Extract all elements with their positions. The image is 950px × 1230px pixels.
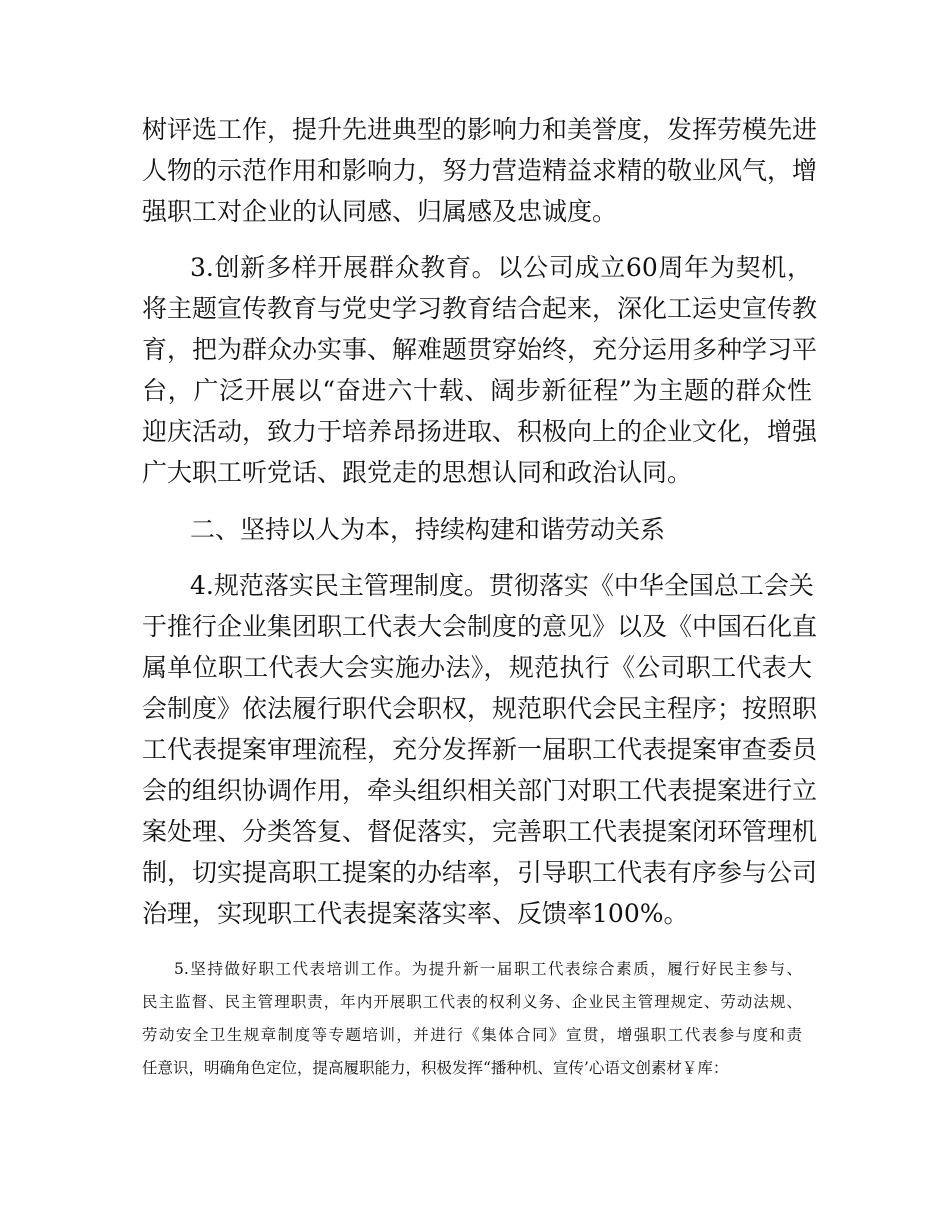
paragraph-2-line-4: 台，广泛开展以“奋进六十载、阔步新征程”为主题的群众性 — [142, 376, 812, 405]
paragraph-4-line-4: 任意识，明确角色定位，提高履职能力，积极发挥“播种机、宣传’心语文创素材￥库： — [142, 1059, 729, 1077]
paragraph-1-line-3: 强职工对企业的认同感、归属感及忠诚度。 — [142, 197, 618, 226]
paragraph-4-line-2: 民主监督、民主管理职责，年内开展职工代表的权利义务、企业民主管理规定、劳动法规、 — [142, 993, 802, 1011]
paragraph-4-line-1: 5.坚持做好职工代表培训工作。为提升新一届职工代表综合素质，履行好民主参与、 — [174, 960, 802, 978]
section-heading: 二、坚持以人为本，持续构建和谐劳动关系 — [190, 515, 666, 544]
paragraph-3-line-9: 治理，实现职工代表提案落实率、反馈率100%。 — [142, 899, 689, 928]
paragraph-3-line-7: 案处理、分类答复、督促落实，完善职工代表提案闭环管理机 — [142, 817, 818, 846]
paragraph-2-line-5: 迎庆活动，致力于培养昂扬进取、积极向上的企业文化，增强 — [142, 417, 818, 446]
paragraph-3-line-4: 会制度》依法履行职代会职权，规范职代会民主程序；按照职 — [142, 694, 818, 723]
paragraph-3-line-2: 于推行企业集团职工代表大会制度的意见》以及《中国石化直 — [142, 612, 818, 641]
paragraph-2-line-2: 将主题宣传教育与党史学习教育结合起来，深化工运史宣传教 — [142, 294, 818, 323]
paragraph-4-line-3: 劳动安全卫生规章制度等专题培训，并进行《集体合同》宣贯，增强职工代表参与度和责 — [142, 1026, 802, 1044]
paragraph-3-line-8: 制，切实提高职工提案的办结率，引导职工代表有序参与公司 — [142, 858, 818, 887]
paragraph-3-line-6: 会的组织协调作用，牵头组织相关部门对职工代表提案进行立 — [142, 776, 818, 805]
paragraph-1-line-2: 人物的示范作用和影响力，努力营造精益求精的敬业风气，增 — [142, 156, 818, 185]
paragraph-1-line-1: 树评选工作，提升先进典型的影响力和美誉度，发挥劳模先进 — [142, 115, 818, 144]
paragraph-2-line-6: 广大职工听党话、跟党走的思想认同和政治认同。 — [142, 458, 693, 487]
paragraph-3-line-1: 4.规范落实民主管理制度。贯彻落实《中华全国总工会关 — [190, 571, 814, 600]
paragraph-3-line-3: 属单位职工代表大会实施办法》，规范执行《公司职工代表大 — [142, 653, 812, 682]
paragraph-2-line-3: 育，把为群众办实事、解难题贯穿始终，充分运用多种学习平 — [142, 335, 818, 364]
paragraph-2-line-1: 3.创新多样开展群众教育。以公司成立60周年为契机， — [190, 253, 812, 282]
paragraph-3-line-5: 工代表提案审理流程，充分发挥新一届职工代表提案审查委员 — [142, 735, 818, 764]
